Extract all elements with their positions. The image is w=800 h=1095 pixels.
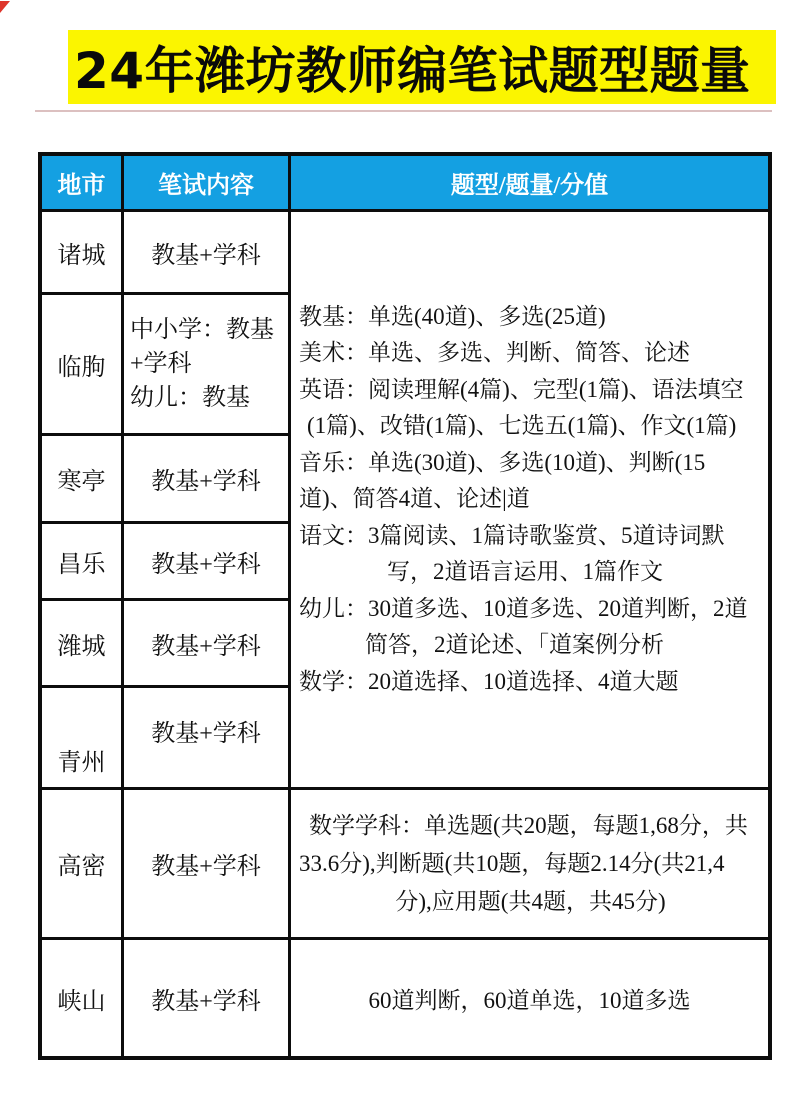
gaomi-detail-line: 33.6分),判断题(共10题，每题2.14分(共21,4: [299, 850, 725, 876]
detail-line-yinyue: 音乐：单选(30道)、多选(10道)、判断(15: [299, 449, 706, 475]
detail-line-yingyu: 英语：阅读理解(4篇)、完型(1篇)、语法填空: [299, 376, 744, 402]
content-cell-hanting: 教基+学科: [124, 436, 291, 524]
header-cell-city: 地市: [42, 156, 124, 212]
gaomi-detail-line: 分),应用题(共4题，共45分): [395, 888, 666, 914]
exam-table: [38, 152, 772, 1060]
content-cell-changle: 教基+学科: [124, 524, 291, 601]
detail-line-youer: 幼儿：30道多选、10道多选、20道判断，2道: [299, 595, 748, 621]
corner-mark: [0, 1, 10, 13]
city-cell-zhucheng: 诸城: [42, 212, 124, 295]
city-cell-linqu: 临朐: [42, 295, 124, 436]
detail-line-yuwen: 语文：3篇阅读、1篇诗歌鉴赏、5道诗词默: [299, 522, 725, 548]
content-cell-weicheng: 教基+学科: [124, 601, 291, 688]
gaomi-detail-line: 数学学科：单选题(共20题，每题1,68分，共: [309, 812, 748, 838]
linqu-content-line: +学科: [130, 351, 192, 377]
detail-line-yuwen-cont: 写，2道语言运用、1篇作文: [387, 559, 663, 585]
detail-line-yingyu-cont: (1篇)、改错(1篇)、七选五(1篇)、作文(1篇): [307, 413, 737, 439]
content-cell-gaomi: 教基+学科: [124, 790, 291, 940]
detail-line-jiaoji: 教基：单选(40道)、多选(25道): [299, 303, 606, 329]
detail-line-shuxue: 数学：20道选择、10道选择、4道大题: [299, 668, 679, 694]
divider-line: [35, 110, 772, 112]
header-cell-written-content: 笔试内容: [124, 156, 291, 212]
city-cell-changle: 昌乐: [42, 524, 124, 601]
content-cell-linqu: [124, 295, 291, 436]
detail-cell-merged: [291, 212, 768, 790]
header-cell-question-types: 题型/题量/分值: [291, 156, 768, 212]
title-banner: [68, 30, 776, 104]
detail-line-youer-cont: 简答，2道论述、「道案例分析: [365, 632, 664, 658]
city-cell-gaomi: 高密: [42, 790, 124, 940]
page-title: 24年潍坊教师编笔试题型题量: [74, 42, 751, 100]
city-cell-qingzhou: 青州: [42, 688, 124, 790]
content-cell-zhucheng: 教基+学科: [124, 212, 291, 295]
detail-line-meishu: 美术：单选、多选、判断、简答、论述: [299, 340, 690, 366]
linqu-content-line: 中小学：教基: [130, 317, 274, 343]
detail-cell-gaomi: [291, 790, 768, 940]
detail-line-yinyue-cont: 道)、简答4道、论述|道: [299, 486, 530, 512]
content-cell-xiashan: 教基+学科: [124, 940, 291, 1056]
city-cell-xiashan: 峡山: [42, 940, 124, 1056]
content-cell-qingzhou: 教基+学科: [124, 688, 291, 790]
linqu-content-line: 幼儿：教基: [130, 385, 250, 411]
city-cell-hanting: 寒亭: [42, 436, 124, 524]
city-cell-weicheng: 潍城: [42, 601, 124, 688]
detail-cell-xiashan: 60道判断，60道单选，10道多选: [368, 987, 691, 1013]
